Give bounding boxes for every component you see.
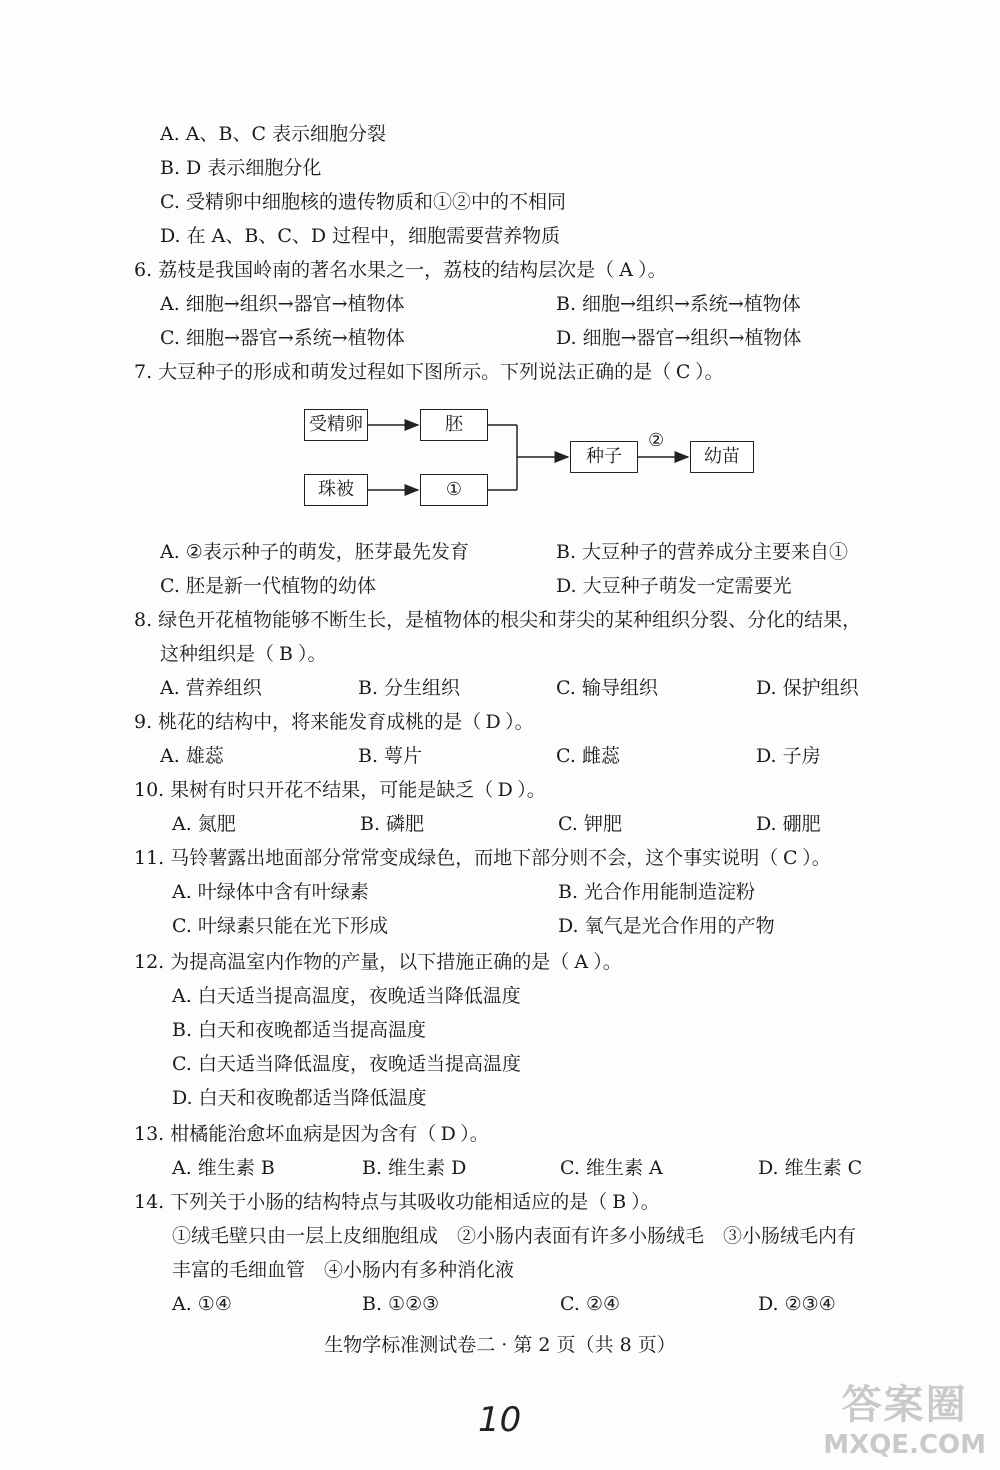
label-germination: ② [648,430,665,451]
q12-end: ）。 [593,951,622,973]
q13-option-a: A. 维生素 B [172,1157,275,1179]
q12-answer: A [574,951,589,973]
q14-answer: B [612,1191,627,1213]
q6-option-c: C. 细胞→器官→系统→植物体 [160,327,405,349]
q6-option-a: A. 细胞→组织→器官→植物体 [160,293,405,315]
q5-option-d: D. 在 A、B、C、D 过程中，细胞需要营养物质 [160,225,561,247]
q6-answer: A [619,259,634,281]
q9-option-d: D. 子房 [756,745,821,767]
q14-statements-line1: ①绒毛壁只由一层上皮细胞组成 ②小肠内表面有许多小肠绒毛 ③小肠绒毛内有 [172,1225,857,1247]
handwritten-page-number: 10 [478,1400,522,1440]
q13-end: ）。 [460,1123,489,1145]
q10-option-a: A. 氮肥 [172,813,236,835]
q10-text: 10. 果树有时只开花不结果，可能是缺乏（ [134,779,494,801]
q12-option-c: C. 白天适当降低温度，夜晚适当提高温度 [172,1053,521,1075]
q13-option-d: D. 维生素 C [758,1157,863,1179]
watermark-bottom: MXQE.COM [823,1430,986,1460]
q14-option-c: C. ②④ [560,1293,621,1315]
q14-end: ）。 [631,1191,660,1213]
q11-option-b: B. 光合作用能制造淀粉 [558,881,756,903]
q12-stem [134,948,622,976]
page-footer: 生物学标准测试卷二 · 第 2 页（共 8 页） [324,1334,676,1356]
q7-option-a: A. ②表示种子的萌发，胚芽最先发育 [160,541,469,563]
q12-option-b: B. 白天和夜晚都适当提高温度 [172,1019,427,1041]
q8-option-a: A. 营养组织 [160,677,262,699]
q11-stem [134,844,831,872]
q8-text2: 这种组织是（ [160,643,275,665]
box-embryo: 胚 [420,409,488,441]
q11-end: ）。 [802,847,831,869]
q8-answer: B [279,643,293,665]
q14-option-d: D. ②③④ [758,1293,836,1315]
q8-option-b: B. 分生组织 [358,677,461,699]
q8-end: ）。 [298,643,327,665]
q7-option-c: C. 胚是新一代植物的幼体 [160,575,376,597]
q10-end: ）。 [517,779,546,801]
q10-option-c: C. 钾肥 [558,813,622,835]
q7-option-b: B. 大豆种子的营养成分主要来自① [556,541,849,563]
q12-text: 12. 为提高温室内作物的产量，以下措施正确的是（ [134,951,570,973]
q9-option-c: C. 雌蕊 [556,745,620,767]
q13-answer: D [440,1123,456,1145]
q5-option-b: B. D 表示细胞分化 [160,157,322,179]
q8-stem: 8. 绿色开花植物能够不断生长，是植物体的根尖和芽尖的某种组织分裂、分化的结果， [134,609,862,631]
q7-answer: C [675,361,691,383]
q8-option-d: D. 保护组织 [756,677,859,699]
q10-option-d: D. 硼肥 [756,813,821,835]
box-integument: 珠被 [304,474,368,506]
q14-text: 14. 下列关于小肠的结构特点与其吸收功能相适应的是（ [134,1191,608,1213]
q14-stem [134,1188,660,1216]
q11-text: 11. 马铃薯露出地面部分常常变成绿色，而地下部分则不会，这个事实说明（ [134,847,779,869]
q14-statements-line2: 丰富的毛细血管 ④小肠内有多种消化液 [172,1259,515,1281]
box-fertilized-egg: 受精卵 [304,409,368,441]
q9-option-a: A. 雄蕊 [160,745,224,767]
q13-stem [134,1120,489,1148]
q10-answer: D [497,779,513,801]
q13-option-c: C. 维生素 A [560,1157,663,1179]
q11-answer: C [782,847,798,869]
q12-option-d: D. 白天和夜晚都适当降低温度 [172,1087,427,1109]
q11-option-d: D. 氧气是光合作用的产物 [558,915,775,937]
q5-option-a: A. A、B、C 表示细胞分裂 [160,123,387,145]
q10-option-b: B. 磷肥 [360,813,425,835]
watermark-top: 答案圈 [841,1382,968,1428]
q8-option-c: C. 输导组织 [556,677,658,699]
box-seed-coat: ① [420,474,488,506]
watermark-logo [823,1373,986,1460]
q9-option-b: B. 萼片 [358,745,423,767]
q14-option-b: B. ①②③ [362,1293,440,1315]
q12-option-a: A. 白天适当提高温度，夜晚适当降低温度 [172,985,521,1007]
q6-text: 6. 荔枝是我国岭南的著名水果之一，荔枝的结构层次是（ [134,259,615,281]
box-seedling: 幼苗 [690,441,754,473]
q13-text: 13. 柑橘能治愈坏血病是因为含有（ [134,1123,437,1145]
q7-option-d: D. 大豆种子萌发一定需要光 [556,575,792,597]
q7-text: 7. 大豆种子的形成和萌发过程如下图所示。下列说法正确的是（ [134,361,672,383]
q8-stem-line2 [160,640,327,668]
q11-option-c: C. 叶绿素只能在光下形成 [172,915,388,937]
q6-option-d: D. 细胞→器官→组织→植物体 [556,327,802,349]
q10-stem [134,776,546,804]
q9-answer: D [485,711,501,733]
q9-end: ）。 [505,711,534,733]
q9-stem [134,708,534,736]
q13-option-b: B. 维生素 D [362,1157,467,1179]
q7-end: ）。 [695,361,724,383]
q6-end: ）。 [638,259,667,281]
q5-option-c: C. 受精卵中细胞核的遗传物质和①②中的不相同 [160,191,566,213]
box-seed: 种子 [570,441,638,473]
q9-text: 9. 桃花的结构中，将来能发育成桃的是（ [134,711,482,733]
q14-option-a: A. ①④ [172,1293,232,1315]
q11-option-a: A. 叶绿体中含有叶绿素 [172,881,369,903]
q6-option-b: B. 细胞→组织→系统→植物体 [556,293,801,315]
